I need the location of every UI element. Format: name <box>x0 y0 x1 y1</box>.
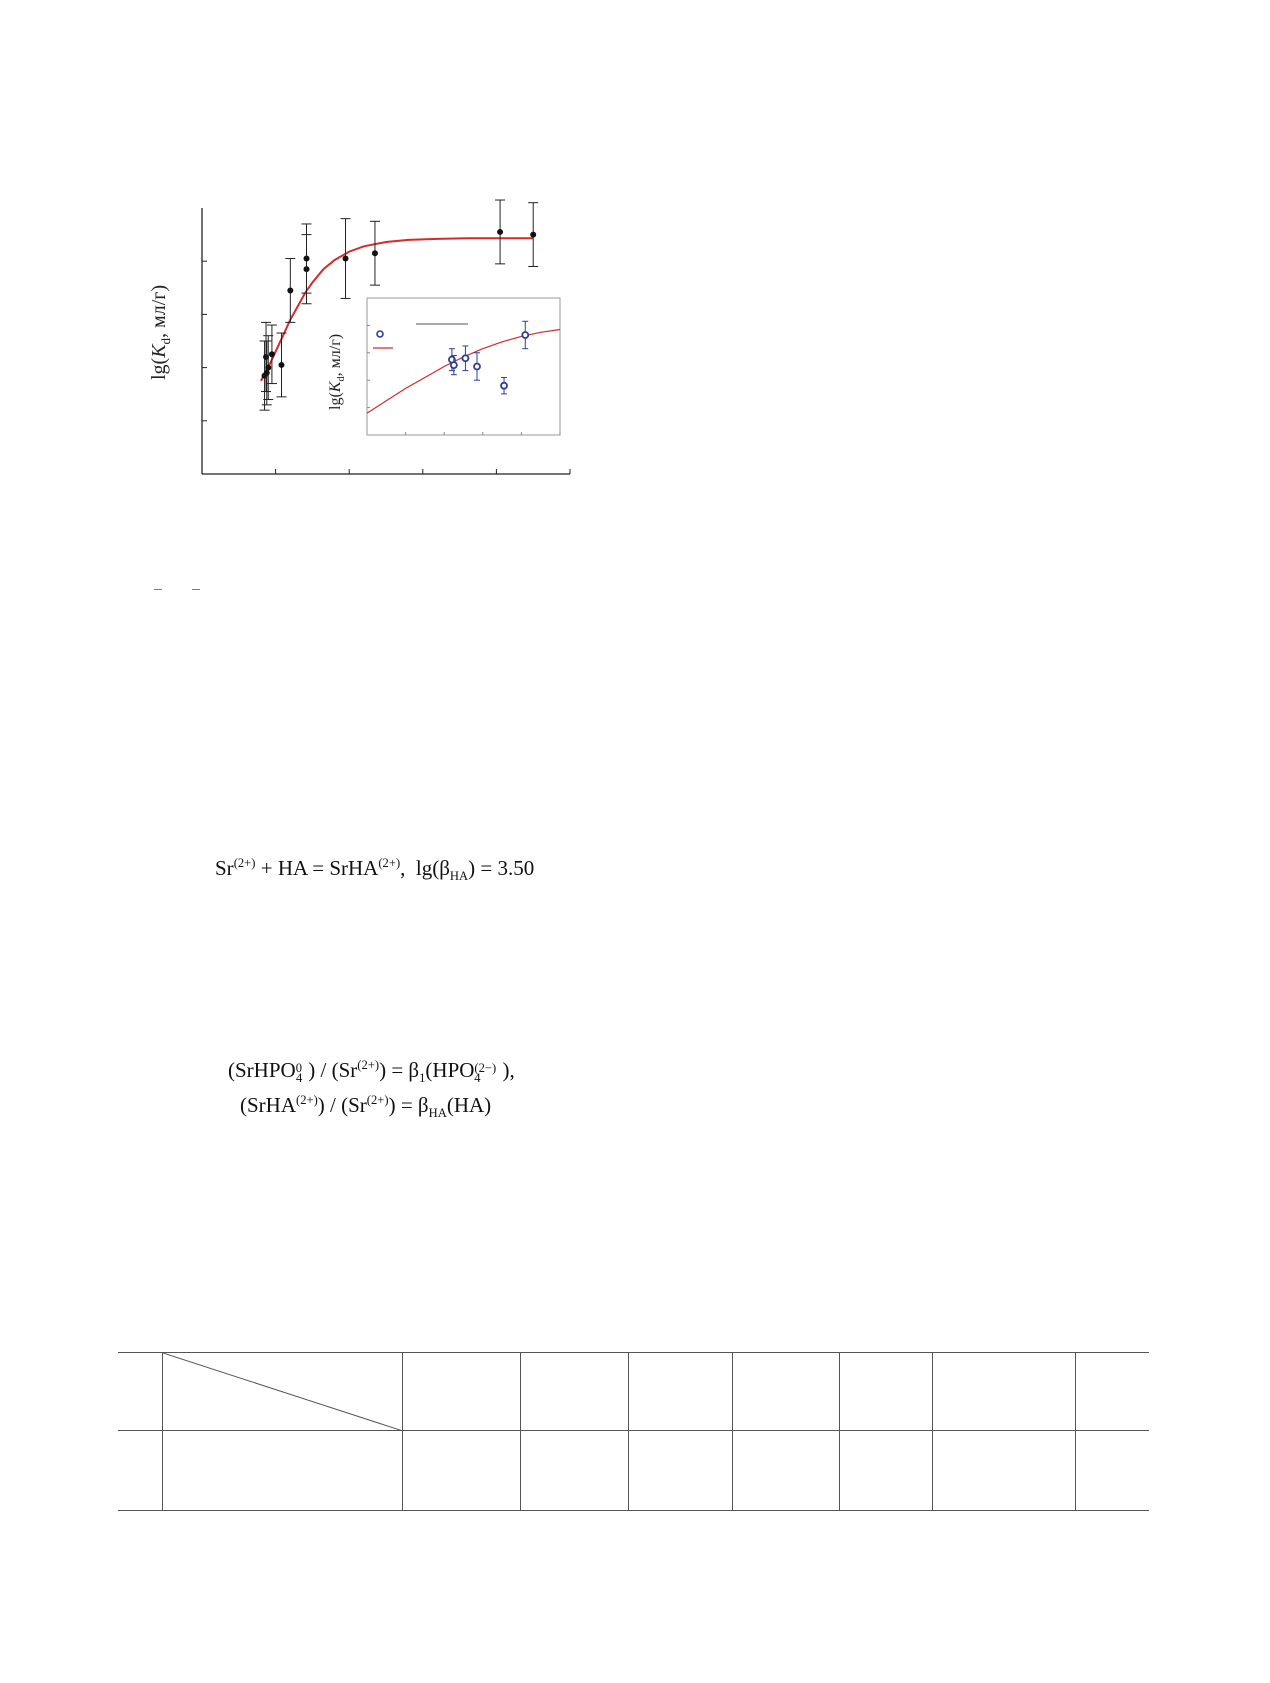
inset-frame <box>367 298 560 435</box>
inset-scatter-chart <box>0 0 1270 560</box>
equation-1: $Sr^{(2+)}$ + HA = SrHA$^{(2+)}$, $\lg(\beta_{HA}) = 3.50$ <box>215 856 535 884</box>
table-cell <box>403 1353 521 1431</box>
data-table <box>118 1352 1149 1511</box>
table-cell <box>933 1353 1076 1431</box>
equation-2: (SrHPO$_{04}$ ) / $(Sr^{(2+)}) = \beta_1(HPO_{(2-)4}$ ), <box>228 1058 515 1086</box>
table-cell <box>733 1431 840 1511</box>
data-point <box>501 383 507 389</box>
table-header-row <box>118 1353 1149 1431</box>
table-cell <box>1076 1431 1150 1511</box>
table-corner-cell <box>163 1353 403 1431</box>
data-point <box>462 355 468 361</box>
table-cell <box>118 1431 163 1511</box>
table-cell <box>629 1353 733 1431</box>
table-row <box>118 1431 1149 1511</box>
equation-3: (SrHA$^{(2+)}$) / $(Sr^{(2+)}) = \beta_{HA}(HA)$ <box>240 1093 492 1121</box>
table-cell <box>629 1431 733 1511</box>
table-cell <box>163 1431 403 1511</box>
inset-y-axis-label: $\lg(K_d$, мл/г) <box>327 333 348 410</box>
table-cell <box>840 1353 933 1431</box>
table-cell <box>403 1431 521 1511</box>
stray-mark-right <box>192 589 200 590</box>
data-point <box>451 362 457 368</box>
diagonal-divider <box>163 1353 403 1431</box>
main-y-axis-label: $\lg(K_d$, мл/г) <box>148 284 173 380</box>
table-cell <box>521 1431 629 1511</box>
table-cell <box>118 1353 163 1431</box>
legend-marker <box>377 331 383 337</box>
table-cell <box>521 1353 629 1431</box>
table-cell <box>1076 1353 1150 1431</box>
stray-mark-left <box>154 589 162 590</box>
table-cell <box>840 1431 933 1511</box>
table-cell <box>733 1353 840 1431</box>
table-cell <box>933 1431 1076 1511</box>
data-point <box>522 332 528 338</box>
data-point <box>474 364 480 370</box>
